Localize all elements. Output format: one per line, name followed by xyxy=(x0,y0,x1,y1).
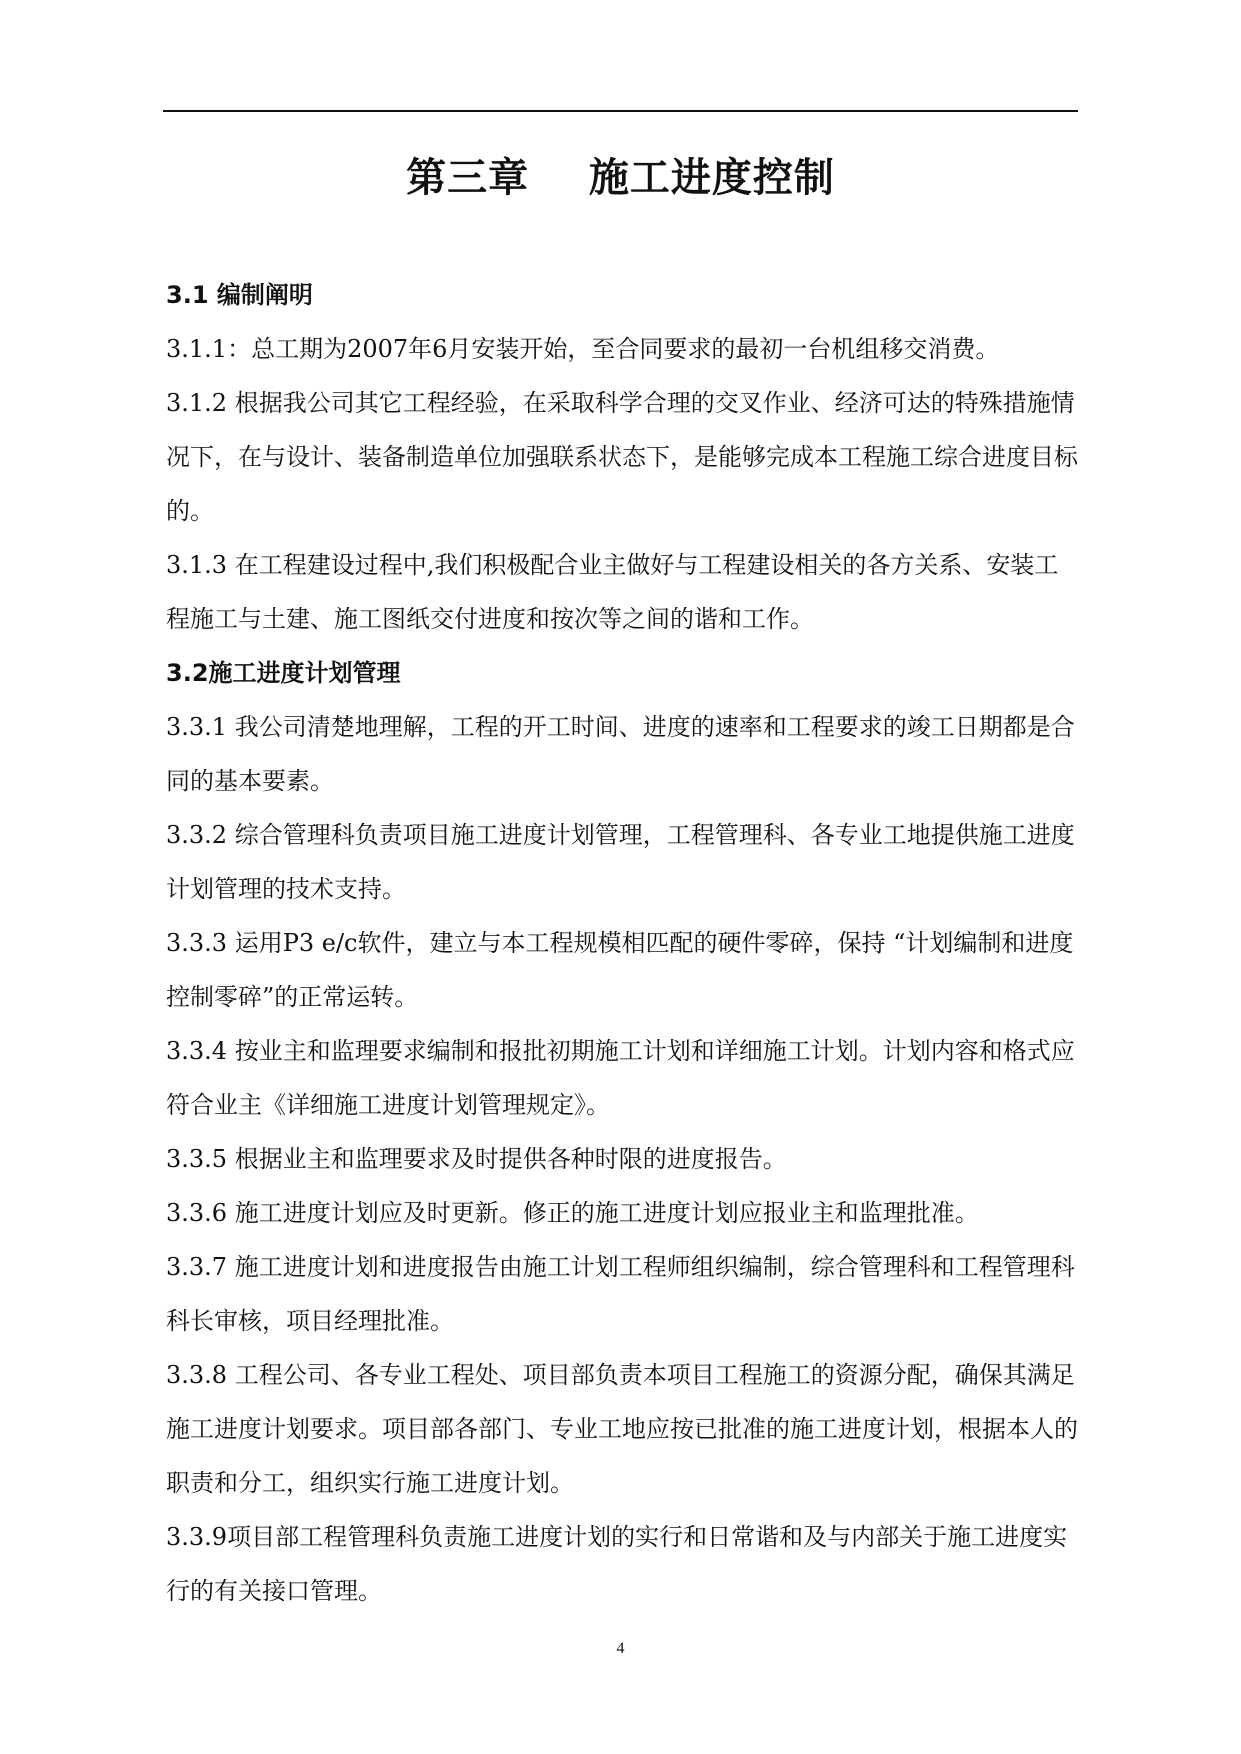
paragraph: 3.3.8 工程公司、各专业工程处、项目部负责本项目工程施工的资源分配，确保其满足施工进度计划要求。项目部各部门、专业工地应按已批准的施工进度计划，根据本人的职责和分工，组织实行施工进度计划。 xyxy=(166,1361,1078,1497)
paragraph: 3.3.6 施工进度计划应及时更新。修正的施工进度计划应报业主和监理批准。 xyxy=(166,1199,979,1227)
section-heading: 3.2施工进度计划管理 xyxy=(166,659,401,687)
paragraph: 3.3.1 我公司清楚地理解，工程的开工时间、进度的速率和工程要求的竣工日期都是合同的基本要素。 xyxy=(166,713,1075,795)
paragraph: 3.1.1：总工期为2007年6月安装开始，至合同要求的最初一台机组移交消费。 xyxy=(166,335,1000,363)
section-heading: 3.1 编制阐明 xyxy=(166,281,313,309)
document-body xyxy=(166,268,1082,1618)
paragraph: 3.3.7 施工进度计划和进度报告由施工计划工程师组织编制，综合管理科和工程管理科科长审核，项目经理批准。 xyxy=(166,1253,1075,1335)
chapter-title: 第三章 施工进度控制 xyxy=(406,155,835,201)
paragraph: 3.3.3 运用P3 e/c软件，建立与本工程规模相匹配的硬件零碎，保持 “计划编制和进度控制零碎”的正常运转。 xyxy=(166,929,1074,1011)
paragraph: 3.1.3 在工程建设过程中,我们积极配合业主做好与工程建设相关的各方关系、安装工程施工与土建、施工图纸交付进度和按次等之间的谐和工作。 xyxy=(166,551,1059,633)
paragraph: 3.3.2 综合管理科负责项目施工进度计划管理，工程管理科、各专业工地提供施工进度计划管理的技术支持。 xyxy=(166,821,1075,903)
paragraph: 3.3.4 按业主和监理要求编制和报批初期施工计划和详细施工计划。计划内容和格式应符合业主《详细施工进度计划管理规定》。 xyxy=(166,1037,1075,1119)
header-rule xyxy=(163,110,1078,112)
paragraph: 3.3.5 根据业主和监理要求及时提供各种时限的进度报告。 xyxy=(166,1145,787,1173)
page-number: 4 xyxy=(616,1640,625,1657)
paragraph: 3.3.9项目部工程管理科负责施工进度计划的实行和日常谐和及与内部关于施工进度实行的有关接口管理。 xyxy=(166,1523,1068,1605)
paragraph: 3.1.2 根据我公司其它工程经验，在采取科学合理的交叉作业、经济可达的特殊措施情况下，在与设计、装备制造单位加强联系状态下，是能够完成本工程施工综合进度目标的。 xyxy=(166,389,1078,525)
